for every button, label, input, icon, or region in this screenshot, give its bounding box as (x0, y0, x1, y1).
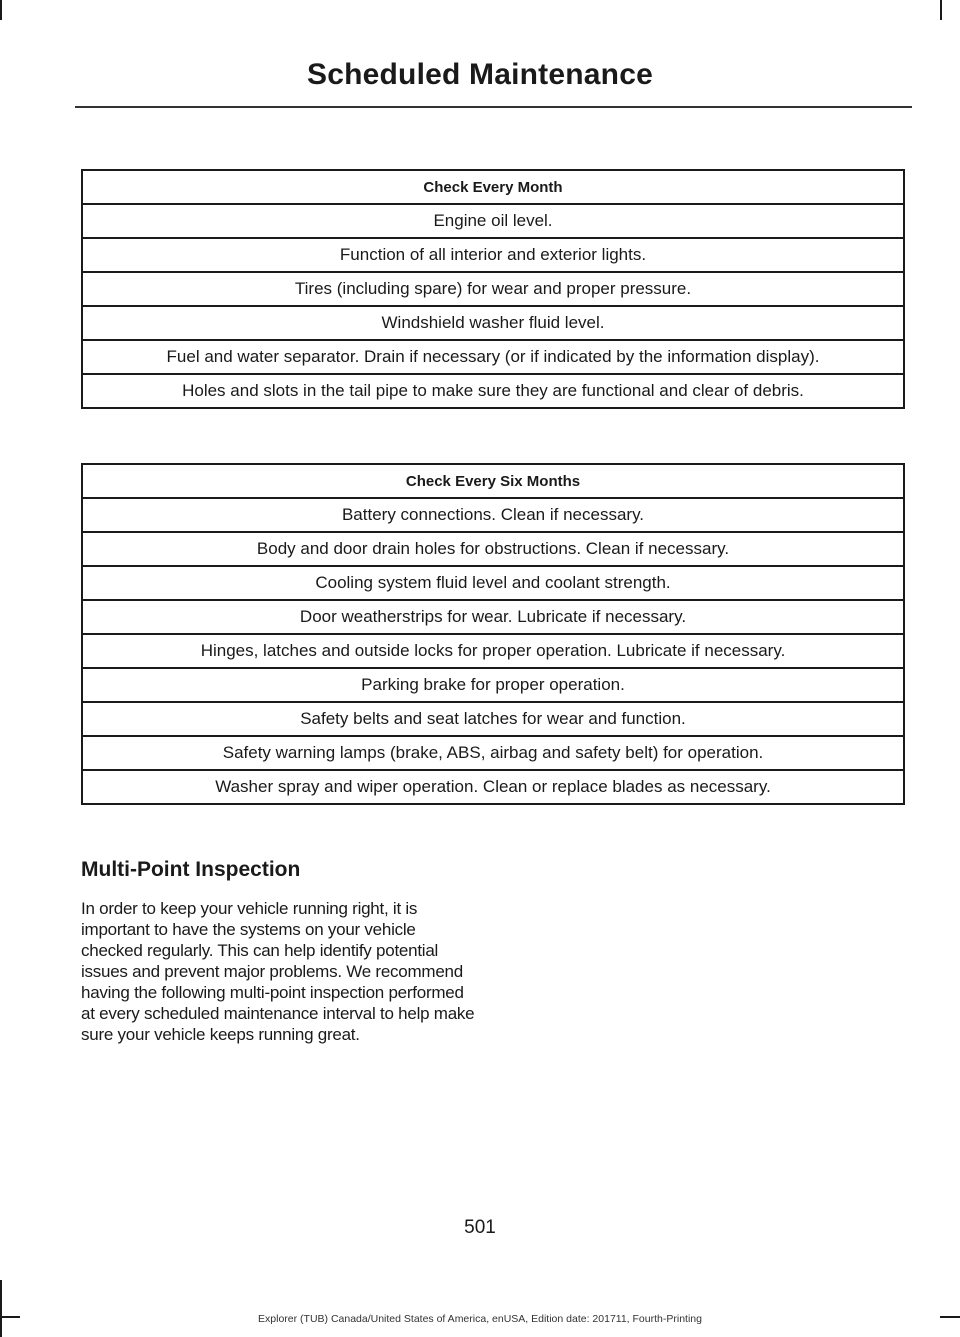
page-number: 501 (464, 1217, 496, 1238)
six-month-table-heading: Check Every Six Months (82, 464, 904, 498)
table-row (82, 736, 904, 770)
table-row (82, 374, 904, 408)
inspection-paragraph: In order to keep your vehicle running right, it is important to have the systems on your vehicle checked regularly. This can help identify potential issues and prevent major problems. We recommend having the following multi-point inspection performed at every scheduled maintenance interval to help make sure your vehicle keeps running great. (81, 899, 475, 1044)
crop-mark-top-right (940, 0, 942, 20)
table-row (82, 204, 904, 238)
table-row (82, 238, 904, 272)
table-row (82, 634, 904, 668)
table-cell: Safety warning lamps (brake, ABS, airbag and safety belt) for operation. (82, 736, 904, 770)
table-row (82, 498, 904, 532)
table-row (82, 306, 904, 340)
table-header-row (82, 170, 904, 204)
table-header-row (82, 464, 904, 498)
monthly-check-table (81, 169, 905, 409)
table-row (82, 532, 904, 566)
table-row (82, 770, 904, 804)
edition-footer: Explorer (TUB) Canada/United States of America, enUSA, Edition date: 201711, Fourth-Printing (258, 1313, 702, 1325)
table-cell: Cooling system fluid level and coolant strength. (82, 566, 904, 600)
table-cell: Holes and slots in the tail pipe to make sure they are functional and clear of debris. (82, 374, 904, 408)
table-cell: Engine oil level. (82, 204, 904, 238)
table-row (82, 702, 904, 736)
table-cell: Parking brake for proper operation. (82, 668, 904, 702)
table-row (82, 566, 904, 600)
table-row (82, 340, 904, 374)
table-cell: Hinges, latches and outside locks for proper operation. Lubricate if necessary. (82, 634, 904, 668)
table-cell: Fuel and water separator. Drain if necessary (or if indicated by the information display). (82, 340, 904, 374)
section-heading: Multi-Point Inspection (81, 858, 301, 881)
table-row (82, 668, 904, 702)
table-row (82, 272, 904, 306)
crop-mark-left-edge (0, 1280, 2, 1337)
table-cell: Door weatherstrips for wear. Lubricate if necessary. (82, 600, 904, 634)
table-cell: Body and door drain holes for obstructions. Clean if necessary. (82, 532, 904, 566)
monthly-table-heading: Check Every Month (82, 170, 904, 204)
table-cell: Safety belts and seat latches for wear and function. (82, 702, 904, 736)
six-month-check-table (81, 463, 905, 805)
table-row (82, 600, 904, 634)
table-cell: Battery connections. Clean if necessary. (82, 498, 904, 532)
title-divider (75, 106, 912, 108)
table-cell: Washer spray and wiper operation. Clean or replace blades as necessary. (82, 770, 904, 804)
table-cell: Windshield washer fluid level. (82, 306, 904, 340)
table-cell: Function of all interior and exterior lights. (82, 238, 904, 272)
table-cell: Tires (including spare) for wear and proper pressure. (82, 272, 904, 306)
page-title: Scheduled Maintenance (307, 58, 653, 91)
crop-mark-top-left (0, 0, 2, 20)
